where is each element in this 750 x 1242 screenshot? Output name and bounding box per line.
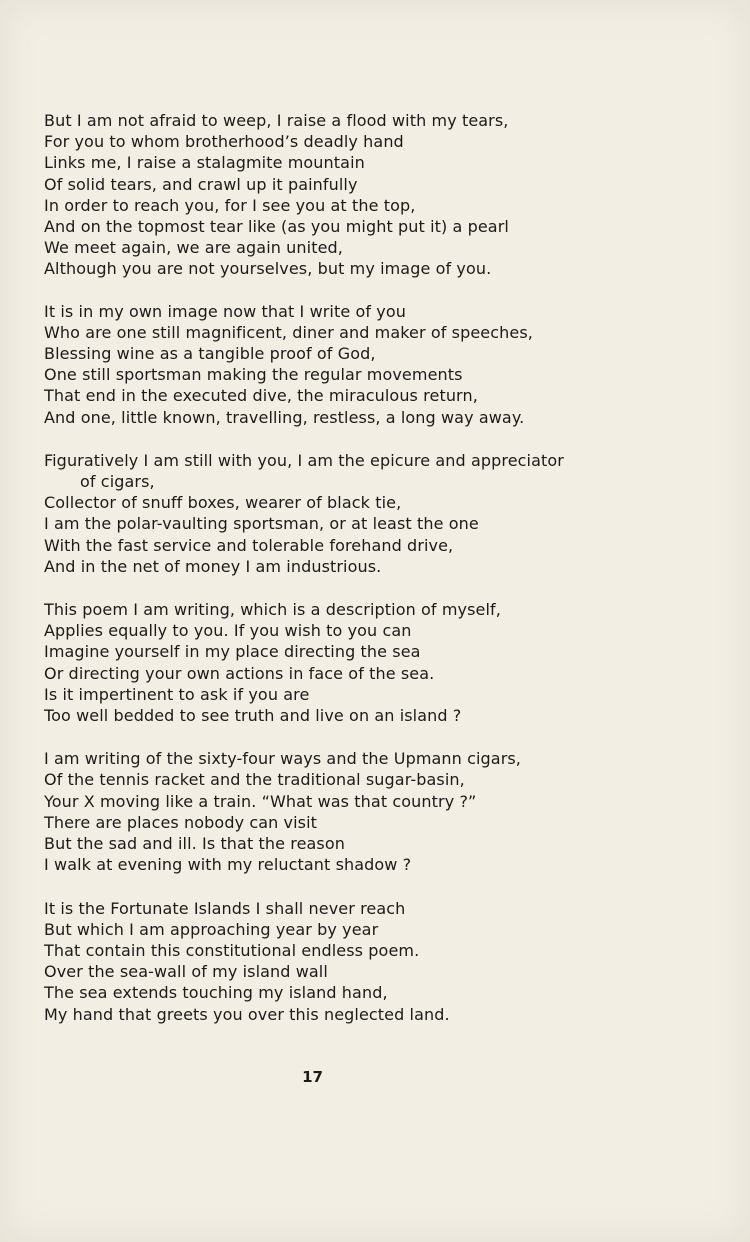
poem-line: And one, little known, travelling, restless, a long way away. [44, 407, 525, 427]
poem-line: Who are one still magnificent, diner and maker of speeches, [44, 322, 533, 342]
poem-line: And in the net of money I am industrious. [44, 556, 382, 576]
poem-stanza [44, 301, 724, 428]
poem-line: Links me, I raise a stalagmite mountain [44, 153, 365, 173]
poem-stanza [44, 110, 724, 280]
poem-line: The sea extends touching my island hand, [44, 983, 388, 1003]
poem-line: But I am not afraid to weep, I raise a flood with my tears, [44, 111, 509, 130]
poem-line: One still sportsman making the regular movements [44, 365, 463, 385]
poem-line: But the sad and ill. Is that the reason [44, 834, 346, 854]
poem-line: Over the sea-wall of my island wall [44, 962, 328, 982]
poem-line: I am writing of the sixty-four ways and the Upmann cigars, [44, 749, 521, 769]
poem-line: Applies equally to you. If you wish to you can [44, 621, 412, 641]
poem-line: This poem I am writing, which is a description of myself, [44, 600, 501, 620]
poem-line: Or directing your own actions in face of the sea. [44, 663, 435, 683]
poem-body [44, 110, 724, 1061]
poem-line: We meet again, we are again united, [44, 238, 343, 258]
poem-line: I walk at evening with my reluctant shadow ? [44, 855, 412, 875]
page-number: 17 [302, 1068, 323, 1086]
poem-line: I am the polar-vaulting sportsman, or at least the one [44, 514, 479, 534]
poem-line: In order to reach you, for I see you at the top, [44, 195, 416, 215]
poem-line: Of solid tears, and crawl up it painfully [44, 174, 358, 194]
poem-line: That contain this constitutional endless poem. [44, 940, 420, 960]
poem-line: Is it impertinent to ask if you are [44, 684, 310, 704]
poem-line: Figuratively I am still with you, I am the epicure and appreciator [44, 450, 564, 470]
poem-line: But which I am approaching year by year [44, 919, 379, 939]
poem-line: And on the topmost tear like (as you might put it) a pearl [44, 217, 509, 237]
poem-stanza [44, 748, 724, 875]
poem-stanza [44, 599, 724, 726]
poem-line: It is the Fortunate Islands I shall never reach [44, 898, 406, 918]
poem-line: With the fast service and tolerable forehand drive, [44, 535, 454, 555]
poem-line: Your X moving like a train. “What was that country ?” [44, 791, 477, 811]
poem-line: Collector of snuff boxes, wearer of black tie, [44, 493, 402, 513]
poem-line: Although you are not yourselves, but my image of you. [44, 259, 492, 279]
poem-line: For you to whom brotherhood’s deadly hand [44, 132, 404, 152]
poem-line: There are places nobody can visit [44, 812, 318, 832]
poem-line: Too well bedded to see truth and live on an island ? [44, 706, 462, 726]
poem-line: of cigars, [80, 472, 155, 492]
poem-line: Imagine yourself in my place directing the sea [44, 642, 421, 662]
poem-stanza [44, 450, 724, 577]
poem-line: It is in my own image now that I write of you [44, 301, 406, 321]
poem-line: Of the tennis racket and the traditional sugar-basin, [44, 770, 465, 790]
poem-line: Blessing wine as a tangible proof of God, [44, 344, 376, 364]
poem-line: My hand that greets you over this neglected land. [44, 1004, 450, 1024]
poem-stanza [44, 898, 724, 1025]
poem-line: That end in the executed dive, the miraculous return, [44, 386, 478, 406]
